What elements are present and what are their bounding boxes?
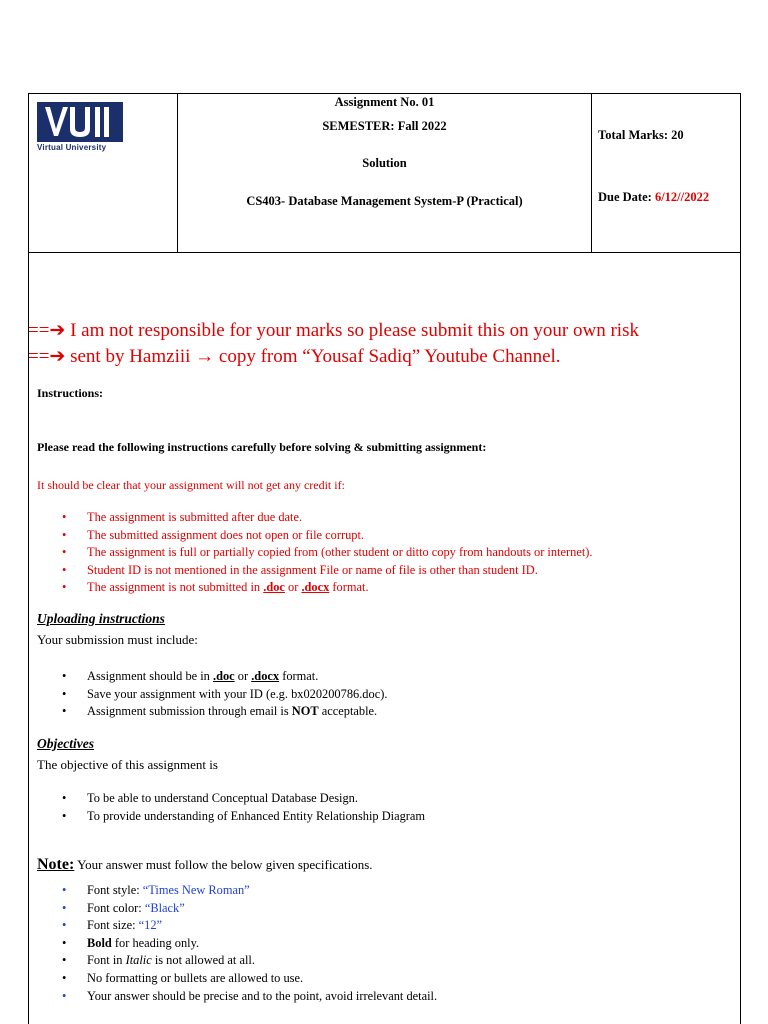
vu-logo-mark (37, 102, 123, 142)
bullet-icon: • (62, 510, 67, 524)
bullet-icon: • (62, 808, 67, 823)
bullet-icon: • (62, 900, 67, 915)
not-emphasis: NOT (291, 704, 319, 719)
spec-text: for heading only. (111, 935, 200, 950)
bullet-icon: • (62, 988, 67, 1003)
list-item (62, 686, 387, 704)
list-item (62, 509, 593, 527)
solution-label: Solution (362, 156, 407, 170)
list-item (62, 970, 437, 988)
assignment-number: Assignment No. 01 (334, 95, 435, 109)
list-item (62, 527, 593, 545)
upload-item-text: Save your assignment with your ID (e.g. bx020200786.doc). (87, 686, 388, 701)
title-cell (178, 94, 592, 252)
doc-format: .doc (212, 669, 235, 683)
due-date-value: 6/12//2022 (654, 190, 710, 204)
objective-item-text: To provide understanding of Enhanced Entity Relationship Diagram (87, 808, 426, 823)
bullet-icon: • (62, 791, 67, 805)
upload-end: acceptable. (318, 704, 378, 719)
uploading-heading: Uploading instructions (37, 611, 165, 626)
bullet-icon: • (62, 918, 67, 933)
instructions-subtitle: Please read the following instructions carefully before solving & submitting assignment: (37, 440, 487, 454)
warning-line-2 (28, 345, 561, 368)
format-end: format. (329, 580, 369, 595)
specifications-list (62, 882, 437, 1005)
marks-cell (592, 94, 740, 252)
docx-format: .docx (301, 580, 330, 595)
upload-item-text: Assignment should be in (87, 669, 213, 683)
bold-word: Bold (87, 935, 112, 950)
objective-item-text: To be able to understand Conceptual Database Design. (87, 791, 358, 805)
due-date (598, 190, 709, 205)
list-item (62, 988, 437, 1006)
list-item (62, 808, 425, 826)
bullet-icon: • (62, 545, 67, 560)
spec-label: Font size: (87, 918, 139, 933)
logo-cell (29, 94, 178, 252)
upload-item-text: Assignment submission through email is (87, 704, 292, 719)
right-arrow-icon: → (195, 346, 215, 367)
list-item (62, 935, 437, 953)
format-item-text: The assignment is not submitted in (87, 580, 264, 595)
spec-text: is not allowed at all. (151, 953, 255, 968)
credit-item-text: The assignment is full or partially copied from (other student or ditto copy from handouts or internet). (87, 545, 593, 560)
spec-value: “Black” (144, 900, 185, 915)
objectives-heading: Objectives (37, 736, 94, 751)
total-marks: Total Marks: 20 (598, 128, 684, 142)
note-label: Note: (37, 856, 75, 873)
bullet-icon: • (62, 580, 67, 595)
due-date-label: Due Date: (598, 190, 655, 204)
uploading-list (62, 668, 387, 721)
credit-intro: It should be clear that your assignment will not get any credit if: (37, 478, 345, 492)
bullet-icon: • (62, 883, 67, 897)
course-title: CS403- Database Management System-P (Practical) (246, 194, 523, 208)
bullet-icon: • (62, 669, 67, 683)
note-text: Your answer must follow the below given specifications. (74, 857, 373, 872)
credit-list (62, 509, 593, 597)
warning-arrow-1: ==➔ (28, 320, 71, 341)
list-item (62, 882, 437, 900)
bullet-icon: • (62, 686, 67, 701)
list-item (62, 917, 437, 935)
uploading-intro: Your submission must include: (37, 632, 198, 647)
list-item (62, 900, 437, 918)
upload-end: format. (279, 669, 319, 683)
instructions-title: Instructions: (37, 386, 104, 400)
list-item (62, 952, 437, 970)
vu-logo (37, 102, 127, 152)
spec-value: “12” (138, 918, 163, 933)
list-item (62, 703, 387, 721)
spec-value: “Times New Roman” (142, 883, 250, 897)
warning-text-1: I am not responsible for your marks so please submit this on your own risk (70, 320, 639, 341)
header-table (28, 93, 741, 253)
objectives-list (62, 790, 425, 825)
credit-item-text: The submitted assignment does not open or file corrupt. (87, 527, 365, 542)
warning-line-1 (28, 319, 639, 342)
spec-text: Font in (87, 953, 126, 968)
warning-text-2b: copy from “Yousaf Sadiq” Youtube Channel. (214, 346, 561, 367)
credit-item-text: Student ID is not mentioned in the assignment File or name of file is other than student ID. (87, 562, 538, 577)
list-item (62, 668, 387, 686)
bullet-icon: • (62, 953, 67, 968)
spec-label: Font color: (87, 900, 145, 915)
upload-or: or (234, 669, 252, 683)
docx-format: .docx (251, 669, 280, 683)
objectives-intro: The objective of this assignment is (37, 757, 218, 772)
bullet-icon: • (62, 970, 67, 985)
spec-text: No formatting or bullets are allowed to use. (87, 970, 304, 985)
list-item (62, 579, 593, 597)
warning-arrow-2: ==➔ (28, 346, 71, 367)
bullet-icon: • (62, 527, 67, 542)
list-item (62, 790, 425, 808)
list-item (62, 562, 593, 580)
credit-item-text: The assignment is submitted after due date. (87, 510, 303, 524)
spec-text: Your answer should be precise and to the point, avoid irrelevant detail. (87, 988, 438, 1003)
warning-text-2a: sent by Hamziii (70, 346, 196, 367)
note-line (37, 856, 373, 874)
semester: SEMESTER: Fall 2022 (322, 119, 447, 133)
list-item (62, 544, 593, 562)
bullet-icon: • (62, 704, 67, 719)
bullet-icon: • (62, 562, 67, 577)
spec-label: Font style: (87, 883, 143, 897)
bullet-icon: • (62, 935, 67, 950)
doc-format: .doc (263, 580, 285, 595)
logo-subtitle: Virtual University (37, 143, 107, 152)
format-or: or (284, 580, 302, 595)
italic-word: Italic (125, 953, 152, 968)
